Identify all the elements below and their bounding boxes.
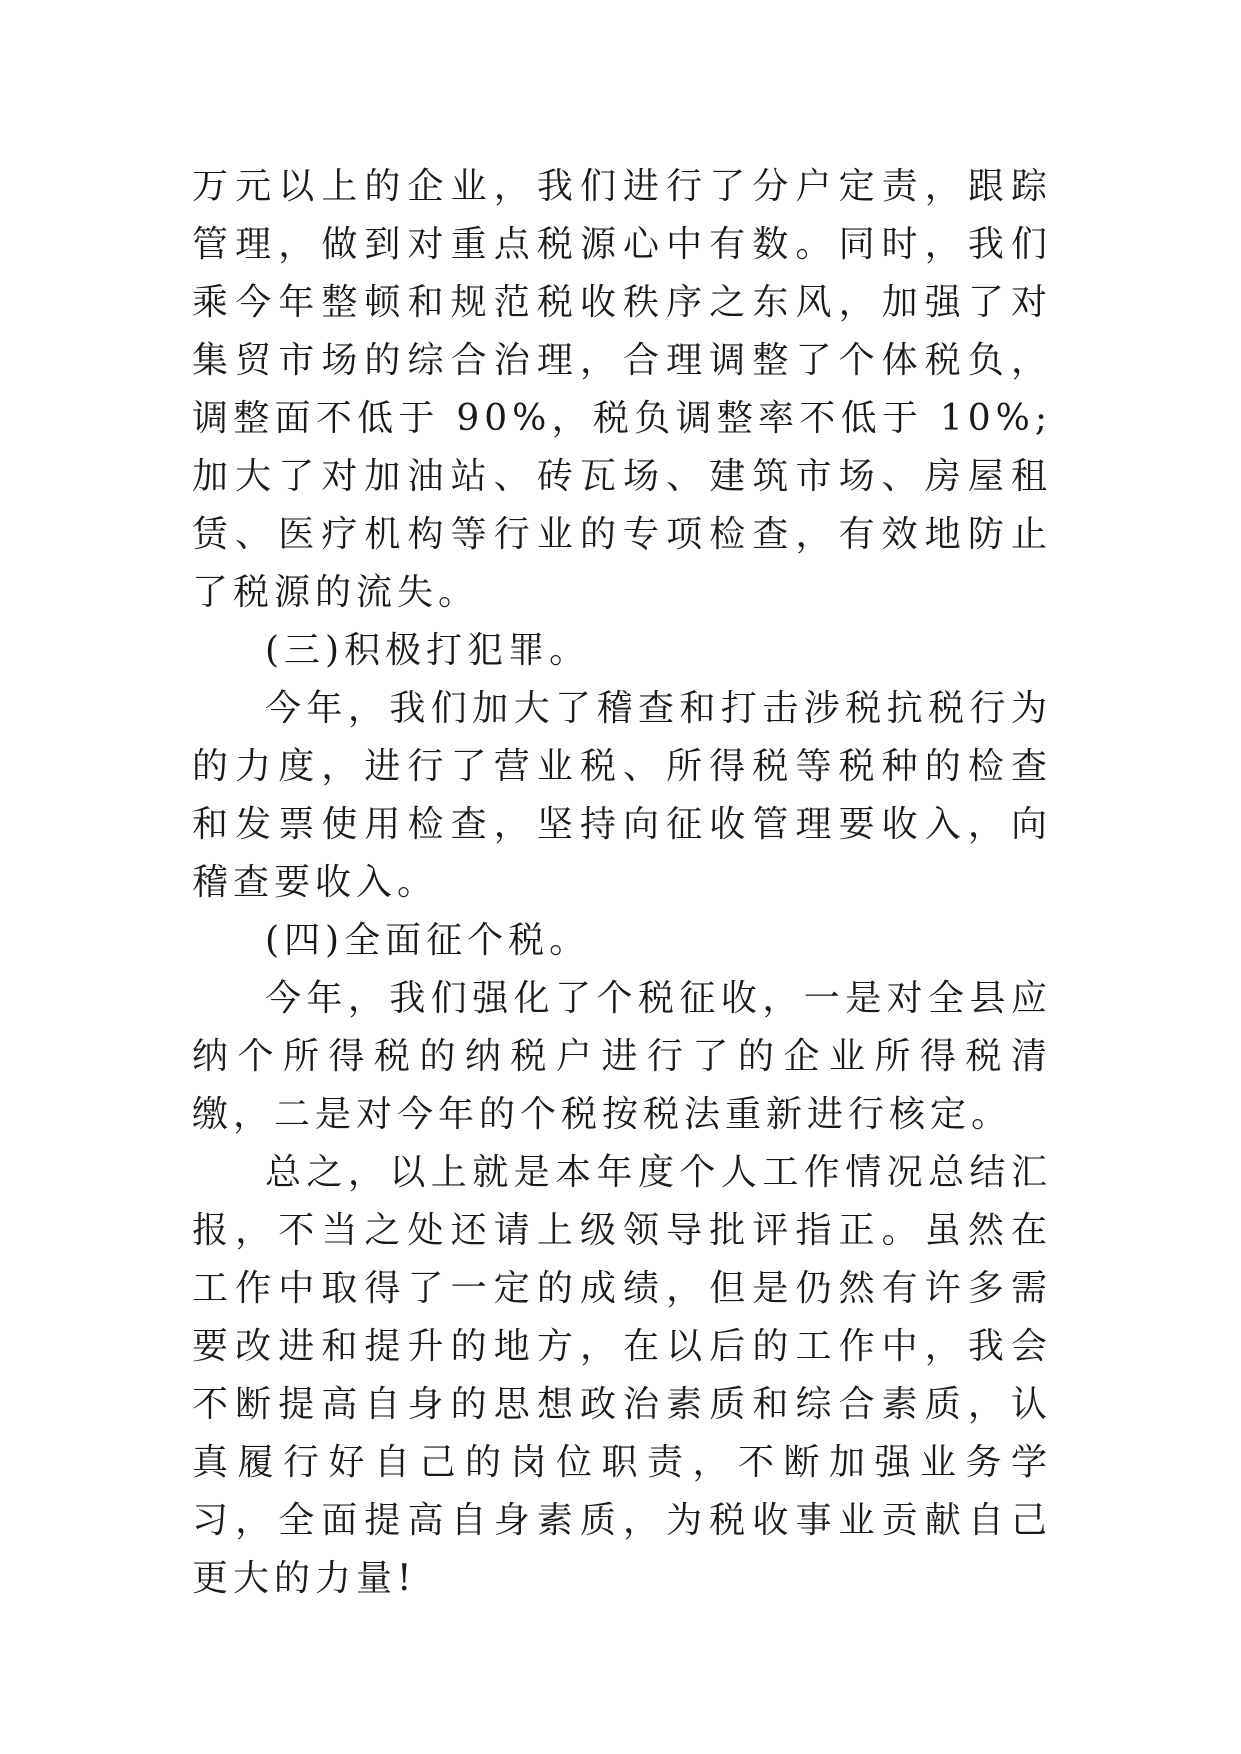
paragraph-tax-source-management: 万元以上的企业，我们进行了分户定责，跟踪管理，做到对重点税源心中有数。同时，我们乘今年整顿和规范税收秩序之东风，加强了对集贸市场的综合治理，合理调整了个体税负，调整面不低于 90%，税负调整率不低于 10%;加大了对加油站、砖瓦场、建筑市场、房屋租赁、医疗机构等行业的专项检查，有效地防止了税源的流失。 <box>192 166 1052 613</box>
document-body <box>192 158 1052 1608</box>
paragraph-personal-tax: 今年，我们强化了个税征收，一是对全县应纳个所得税的纳税户进行了的企业所得税清缴，二是对今年的个税按税法重新进行核定。 <box>192 978 1052 1135</box>
paragraph-inspection: 今年，我们加大了稽查和打击涉税抗税行为的力度，进行了营业税、所得税等税种的检查和发票使用检查，坚持向征收管理要收入，向稽查要收入。 <box>192 688 1052 903</box>
paragraph-conclusion: 总之，以上就是本年度个人工作情况总结汇报，不当之处还请上级领导批评指正。虽然在工作中取得了一定的成绩，但是仍然有许多需要改进和提升的地方，在以后的工作中，我会不断提高自身的思想政治素质和综合素质，认真履行好自己的岗位职责，不断加强业务学习，全面提高自身素质，为税收事业贡献自己更大的力量! <box>192 1152 1052 1599</box>
section-heading-personal-tax: (四)全面征个税。 <box>265 920 591 961</box>
section-heading-crime: (三)积极打犯罪。 <box>265 630 591 671</box>
